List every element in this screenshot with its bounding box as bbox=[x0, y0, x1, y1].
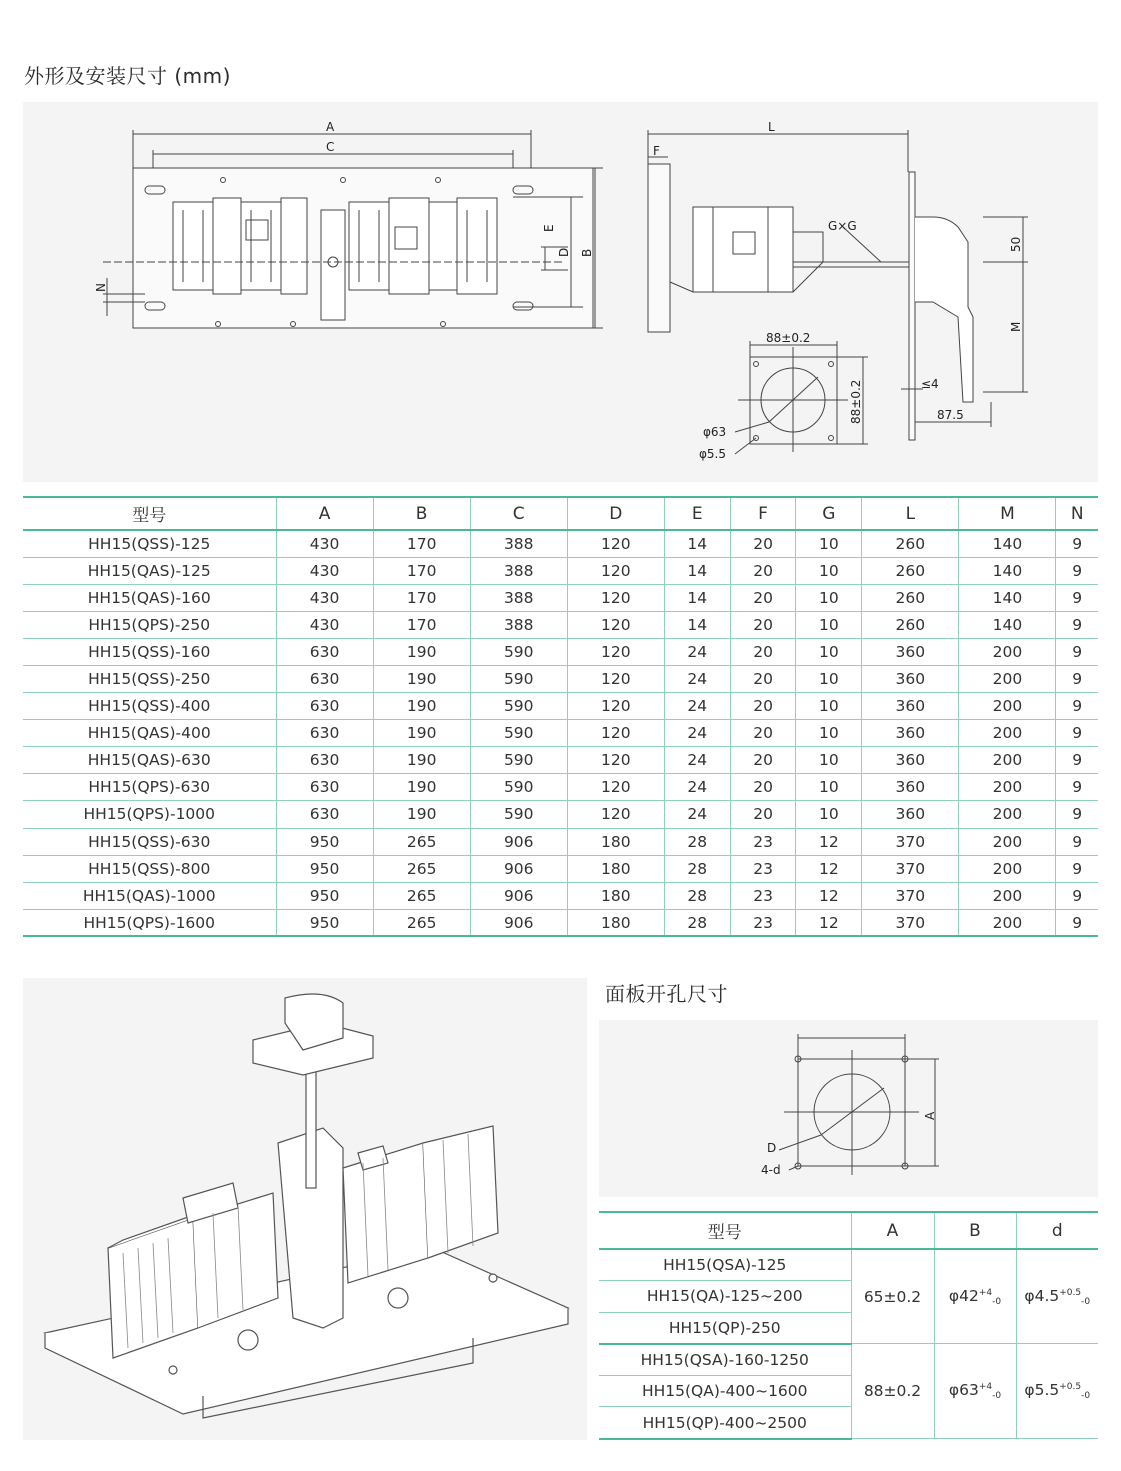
table-row bbox=[23, 611, 1098, 638]
label-cutout-D: D bbox=[767, 1141, 777, 1155]
value-cell: 260 bbox=[862, 530, 959, 557]
model-cell: HH15(QAS)-400 bbox=[23, 720, 276, 747]
value-cell: 370 bbox=[862, 855, 959, 882]
value-cell: 170 bbox=[373, 611, 470, 638]
value-cell: 180 bbox=[567, 882, 664, 909]
col-header: 型号 bbox=[23, 497, 276, 530]
value-cell: 170 bbox=[373, 530, 470, 557]
model-cell: HH15(QPS)-630 bbox=[23, 774, 276, 801]
col-header: A bbox=[276, 497, 373, 530]
dimension-table-body bbox=[23, 530, 1098, 936]
label-D: D bbox=[557, 247, 571, 257]
label-C: C bbox=[326, 140, 335, 154]
value-cell: 20 bbox=[730, 530, 796, 557]
value-cell: 430 bbox=[276, 530, 373, 557]
table-row bbox=[23, 530, 1098, 557]
value-cell: 950 bbox=[276, 882, 373, 909]
value-cell: 265 bbox=[373, 828, 470, 855]
col-header: D bbox=[567, 497, 664, 530]
value-cell: 630 bbox=[276, 774, 373, 801]
label-cutout-w: 88±0.2 bbox=[766, 331, 811, 345]
value-cell: 120 bbox=[567, 530, 664, 557]
value-cell: 190 bbox=[373, 693, 470, 720]
label-GxG: G×G bbox=[828, 219, 857, 233]
label-M: M bbox=[1009, 321, 1023, 332]
model-cell: HH15(QP)-250 bbox=[599, 1312, 851, 1344]
table-row bbox=[599, 1344, 1098, 1376]
model-cell: HH15(QP)-400~2500 bbox=[599, 1407, 851, 1439]
value-cell: 906 bbox=[470, 909, 567, 936]
col-header: C bbox=[470, 497, 567, 530]
value-cell: 200 bbox=[959, 638, 1056, 665]
value-cell: 260 bbox=[862, 584, 959, 611]
panel-cutout-drawing-panel bbox=[599, 1020, 1098, 1197]
value-cell: 190 bbox=[373, 720, 470, 747]
value-cell: 200 bbox=[959, 665, 1056, 692]
value-cell: 10 bbox=[796, 720, 862, 747]
value-cell: 10 bbox=[796, 801, 862, 828]
value-cell: 12 bbox=[796, 828, 862, 855]
value-cell: 200 bbox=[959, 747, 1056, 774]
model-cell: HH15(QPS)-250 bbox=[23, 611, 276, 638]
value-cell: 120 bbox=[567, 557, 664, 584]
model-cell: HH15(QA)-400~1600 bbox=[599, 1375, 851, 1407]
section-title-panel-cutout: 面板开孔尺寸 bbox=[605, 982, 728, 1006]
value-cell: 10 bbox=[796, 747, 862, 774]
value-cell: 200 bbox=[959, 882, 1056, 909]
value-cell: 590 bbox=[470, 774, 567, 801]
value-cell: 630 bbox=[276, 801, 373, 828]
value-cell: 10 bbox=[796, 584, 862, 611]
col-header: d bbox=[1016, 1212, 1098, 1249]
dimension-table bbox=[23, 496, 1098, 937]
value-cell: 9 bbox=[1056, 801, 1098, 828]
value-cell: 10 bbox=[796, 611, 862, 638]
model-cell: HH15(QPS)-1600 bbox=[23, 909, 276, 936]
col-header: M bbox=[959, 497, 1056, 530]
table-row bbox=[23, 909, 1098, 936]
value-cell: 200 bbox=[959, 828, 1056, 855]
model-cell: HH15(QSA)-160-1250 bbox=[599, 1344, 851, 1376]
value-cell: 388 bbox=[470, 584, 567, 611]
value-cell: 23 bbox=[730, 855, 796, 882]
value-cell: 9 bbox=[1056, 774, 1098, 801]
value-cell: 24 bbox=[664, 774, 730, 801]
value-cell: 360 bbox=[862, 774, 959, 801]
value-cell: 265 bbox=[373, 909, 470, 936]
panel-cutout-drawing bbox=[599, 1020, 1098, 1197]
value-cell: 23 bbox=[730, 882, 796, 909]
value-cell: 590 bbox=[470, 665, 567, 692]
value-cell: 24 bbox=[664, 801, 730, 828]
value-cell: 14 bbox=[664, 530, 730, 557]
value-cell: 10 bbox=[796, 638, 862, 665]
value-cell: 388 bbox=[470, 530, 567, 557]
col-header: 型号 bbox=[599, 1212, 851, 1249]
table-row bbox=[23, 747, 1098, 774]
value-cell: 24 bbox=[664, 693, 730, 720]
label-E: E bbox=[542, 224, 556, 232]
model-cell: HH15(QSS)-400 bbox=[23, 693, 276, 720]
outline-drawing-panel bbox=[23, 102, 1098, 482]
label-phi55: φ5.5 bbox=[699, 447, 726, 461]
table-row bbox=[23, 720, 1098, 747]
table-row bbox=[23, 693, 1098, 720]
value-cell: 180 bbox=[567, 855, 664, 882]
value-cell: 200 bbox=[959, 693, 1056, 720]
value-cell: 170 bbox=[373, 584, 470, 611]
value-cell: 630 bbox=[276, 693, 373, 720]
value-cell: 28 bbox=[664, 855, 730, 882]
value-cell: 14 bbox=[664, 557, 730, 584]
value-cell: 9 bbox=[1056, 882, 1098, 909]
value-cell: 360 bbox=[862, 801, 959, 828]
value-cell: 24 bbox=[664, 747, 730, 774]
section-title-dimensions: 外形及安装尺寸 (mm) bbox=[24, 64, 231, 88]
switch-3d-drawing bbox=[23, 978, 587, 1440]
label-A: A bbox=[326, 120, 335, 134]
label-87-5: 87.5 bbox=[937, 408, 964, 422]
model-cell: HH15(QSS)-250 bbox=[23, 665, 276, 692]
value-cell: 140 bbox=[959, 530, 1056, 557]
value-cell: 23 bbox=[730, 828, 796, 855]
value-cell: 14 bbox=[664, 584, 730, 611]
value-cell: 430 bbox=[276, 557, 373, 584]
table-row bbox=[23, 638, 1098, 665]
value-cell: 10 bbox=[796, 665, 862, 692]
model-cell: HH15(QSA)-125 bbox=[599, 1249, 851, 1281]
model-cell: HH15(QAS)-1000 bbox=[23, 882, 276, 909]
value-cell: 590 bbox=[470, 720, 567, 747]
value-B-cell: $\varphi 42^{+4}_{-0}$ bbox=[934, 1249, 1016, 1344]
value-cell: 120 bbox=[567, 747, 664, 774]
value-cell: 140 bbox=[959, 584, 1056, 611]
value-cell: 120 bbox=[567, 638, 664, 665]
table-row bbox=[23, 774, 1098, 801]
value-cell: 360 bbox=[862, 747, 959, 774]
value-cell: 9 bbox=[1056, 584, 1098, 611]
value-cell: 906 bbox=[470, 828, 567, 855]
value-cell: 12 bbox=[796, 882, 862, 909]
value-cell: 265 bbox=[373, 882, 470, 909]
value-cell: 9 bbox=[1056, 693, 1098, 720]
value-cell: 24 bbox=[664, 665, 730, 692]
value-cell: 20 bbox=[730, 720, 796, 747]
value-cell: 200 bbox=[959, 774, 1056, 801]
value-cell: 265 bbox=[373, 855, 470, 882]
value-cell: 24 bbox=[664, 638, 730, 665]
table-header-row bbox=[599, 1212, 1098, 1249]
value-cell: 12 bbox=[796, 855, 862, 882]
value-cell: 190 bbox=[373, 665, 470, 692]
value-A-cell: 88±0.2 bbox=[851, 1344, 934, 1439]
value-cell: 9 bbox=[1056, 828, 1098, 855]
value-cell: 630 bbox=[276, 638, 373, 665]
table-row bbox=[23, 882, 1098, 909]
value-cell: 9 bbox=[1056, 557, 1098, 584]
value-cell: 200 bbox=[959, 909, 1056, 936]
value-cell: 430 bbox=[276, 611, 373, 638]
value-cell: 24 bbox=[664, 720, 730, 747]
value-cell: 370 bbox=[862, 882, 959, 909]
value-cell: 950 bbox=[276, 909, 373, 936]
model-cell: HH15(QSS)-125 bbox=[23, 530, 276, 557]
table-row bbox=[23, 855, 1098, 882]
value-cell: 630 bbox=[276, 665, 373, 692]
value-cell: 360 bbox=[862, 665, 959, 692]
value-cell: 10 bbox=[796, 557, 862, 584]
value-cell: 20 bbox=[730, 611, 796, 638]
col-header: L bbox=[862, 497, 959, 530]
panel-cutout-table bbox=[599, 1211, 1098, 1440]
label-le4: ≤4 bbox=[921, 377, 939, 391]
model-cell: HH15(QSS)-630 bbox=[23, 828, 276, 855]
value-cell: 590 bbox=[470, 638, 567, 665]
value-cell: 20 bbox=[730, 584, 796, 611]
value-cell: 10 bbox=[796, 530, 862, 557]
label-F: F bbox=[653, 144, 660, 158]
value-cell: 200 bbox=[959, 855, 1056, 882]
value-cell: 9 bbox=[1056, 855, 1098, 882]
value-d-cell: $\varphi 4.5^{+0.5}_{-0}$ bbox=[1016, 1249, 1098, 1344]
value-cell: 28 bbox=[664, 909, 730, 936]
value-cell: 906 bbox=[470, 882, 567, 909]
value-cell: 950 bbox=[276, 828, 373, 855]
table-row bbox=[23, 557, 1098, 584]
value-cell: 10 bbox=[796, 693, 862, 720]
value-cell: 20 bbox=[730, 693, 796, 720]
label-N: N bbox=[94, 283, 108, 292]
col-header: B bbox=[934, 1212, 1016, 1249]
value-cell: 170 bbox=[373, 557, 470, 584]
value-cell: 260 bbox=[862, 557, 959, 584]
col-header: B bbox=[373, 497, 470, 530]
value-cell: 12 bbox=[796, 909, 862, 936]
table-row bbox=[23, 801, 1098, 828]
value-cell: 20 bbox=[730, 665, 796, 692]
model-cell: HH15(QSS)-160 bbox=[23, 638, 276, 665]
value-cell: 180 bbox=[567, 828, 664, 855]
value-cell: 14 bbox=[664, 611, 730, 638]
value-cell: 120 bbox=[567, 611, 664, 638]
label-B: B bbox=[580, 248, 594, 257]
value-cell: 9 bbox=[1056, 638, 1098, 665]
label-cutout-4d: 4-d bbox=[761, 1163, 781, 1177]
model-cell: HH15(QAS)-160 bbox=[23, 584, 276, 611]
value-cell: 200 bbox=[959, 801, 1056, 828]
value-cell: 430 bbox=[276, 584, 373, 611]
value-cell: 190 bbox=[373, 638, 470, 665]
col-header: G bbox=[796, 497, 862, 530]
table-row bbox=[599, 1249, 1098, 1281]
value-cell: 260 bbox=[862, 611, 959, 638]
value-cell: 140 bbox=[959, 611, 1056, 638]
value-cell: 360 bbox=[862, 638, 959, 665]
label-cutout-h: 88±0.2 bbox=[849, 379, 863, 424]
value-cell: 23 bbox=[730, 909, 796, 936]
value-cell: 140 bbox=[959, 557, 1056, 584]
value-cell: 370 bbox=[862, 909, 959, 936]
value-cell: 630 bbox=[276, 747, 373, 774]
value-cell: 28 bbox=[664, 828, 730, 855]
col-header: N bbox=[1056, 497, 1098, 530]
value-cell: 388 bbox=[470, 557, 567, 584]
product-illustration bbox=[23, 978, 587, 1440]
value-B-cell: $\varphi 63^{+4}_{-0}$ bbox=[934, 1344, 1016, 1439]
value-cell: 10 bbox=[796, 774, 862, 801]
value-cell: 20 bbox=[730, 747, 796, 774]
value-cell: 950 bbox=[276, 855, 373, 882]
table-row bbox=[23, 828, 1098, 855]
value-cell: 590 bbox=[470, 801, 567, 828]
value-cell: 20 bbox=[730, 774, 796, 801]
value-cell: 9 bbox=[1056, 611, 1098, 638]
label-cutout-A: A bbox=[923, 1111, 937, 1120]
value-cell: 9 bbox=[1056, 530, 1098, 557]
col-header: A bbox=[851, 1212, 934, 1249]
col-header: E bbox=[664, 497, 730, 530]
model-cell: HH15(QPS)-1000 bbox=[23, 801, 276, 828]
value-cell: 9 bbox=[1056, 909, 1098, 936]
label-phi63: φ63 bbox=[703, 425, 727, 439]
value-cell: 120 bbox=[567, 693, 664, 720]
value-cell: 20 bbox=[730, 638, 796, 665]
value-cell: 120 bbox=[567, 584, 664, 611]
value-cell: 630 bbox=[276, 720, 373, 747]
value-cell: 906 bbox=[470, 855, 567, 882]
table-row bbox=[23, 665, 1098, 692]
value-A-cell: 65±0.2 bbox=[851, 1249, 934, 1344]
table-row bbox=[23, 584, 1098, 611]
value-cell: 388 bbox=[470, 611, 567, 638]
outline-drawing bbox=[23, 102, 1098, 482]
value-cell: 20 bbox=[730, 557, 796, 584]
value-cell: 9 bbox=[1056, 665, 1098, 692]
value-cell: 120 bbox=[567, 774, 664, 801]
value-cell: 590 bbox=[470, 747, 567, 774]
value-cell: 9 bbox=[1056, 720, 1098, 747]
value-cell: 360 bbox=[862, 693, 959, 720]
model-cell: HH15(QA)-125~200 bbox=[599, 1281, 851, 1313]
value-cell: 370 bbox=[862, 828, 959, 855]
value-cell: 190 bbox=[373, 747, 470, 774]
value-cell: 120 bbox=[567, 801, 664, 828]
label-50: 50 bbox=[1009, 236, 1023, 252]
value-cell: 180 bbox=[567, 909, 664, 936]
table-header-row bbox=[23, 497, 1098, 530]
value-cell: 120 bbox=[567, 720, 664, 747]
value-cell: 200 bbox=[959, 720, 1056, 747]
value-cell: 190 bbox=[373, 801, 470, 828]
value-cell: 120 bbox=[567, 665, 664, 692]
model-cell: HH15(QSS)-800 bbox=[23, 855, 276, 882]
value-cell: 360 bbox=[862, 720, 959, 747]
value-cell: 20 bbox=[730, 801, 796, 828]
value-cell: 190 bbox=[373, 774, 470, 801]
value-d-cell: $\varphi 5.5^{+0.5}_{-0}$ bbox=[1016, 1344, 1098, 1439]
value-cell: 590 bbox=[470, 693, 567, 720]
model-cell: HH15(QAS)-125 bbox=[23, 557, 276, 584]
model-cell: HH15(QAS)-630 bbox=[23, 747, 276, 774]
col-header: F bbox=[730, 497, 796, 530]
label-L: L bbox=[768, 120, 775, 134]
value-cell: 28 bbox=[664, 882, 730, 909]
value-cell: 9 bbox=[1056, 747, 1098, 774]
